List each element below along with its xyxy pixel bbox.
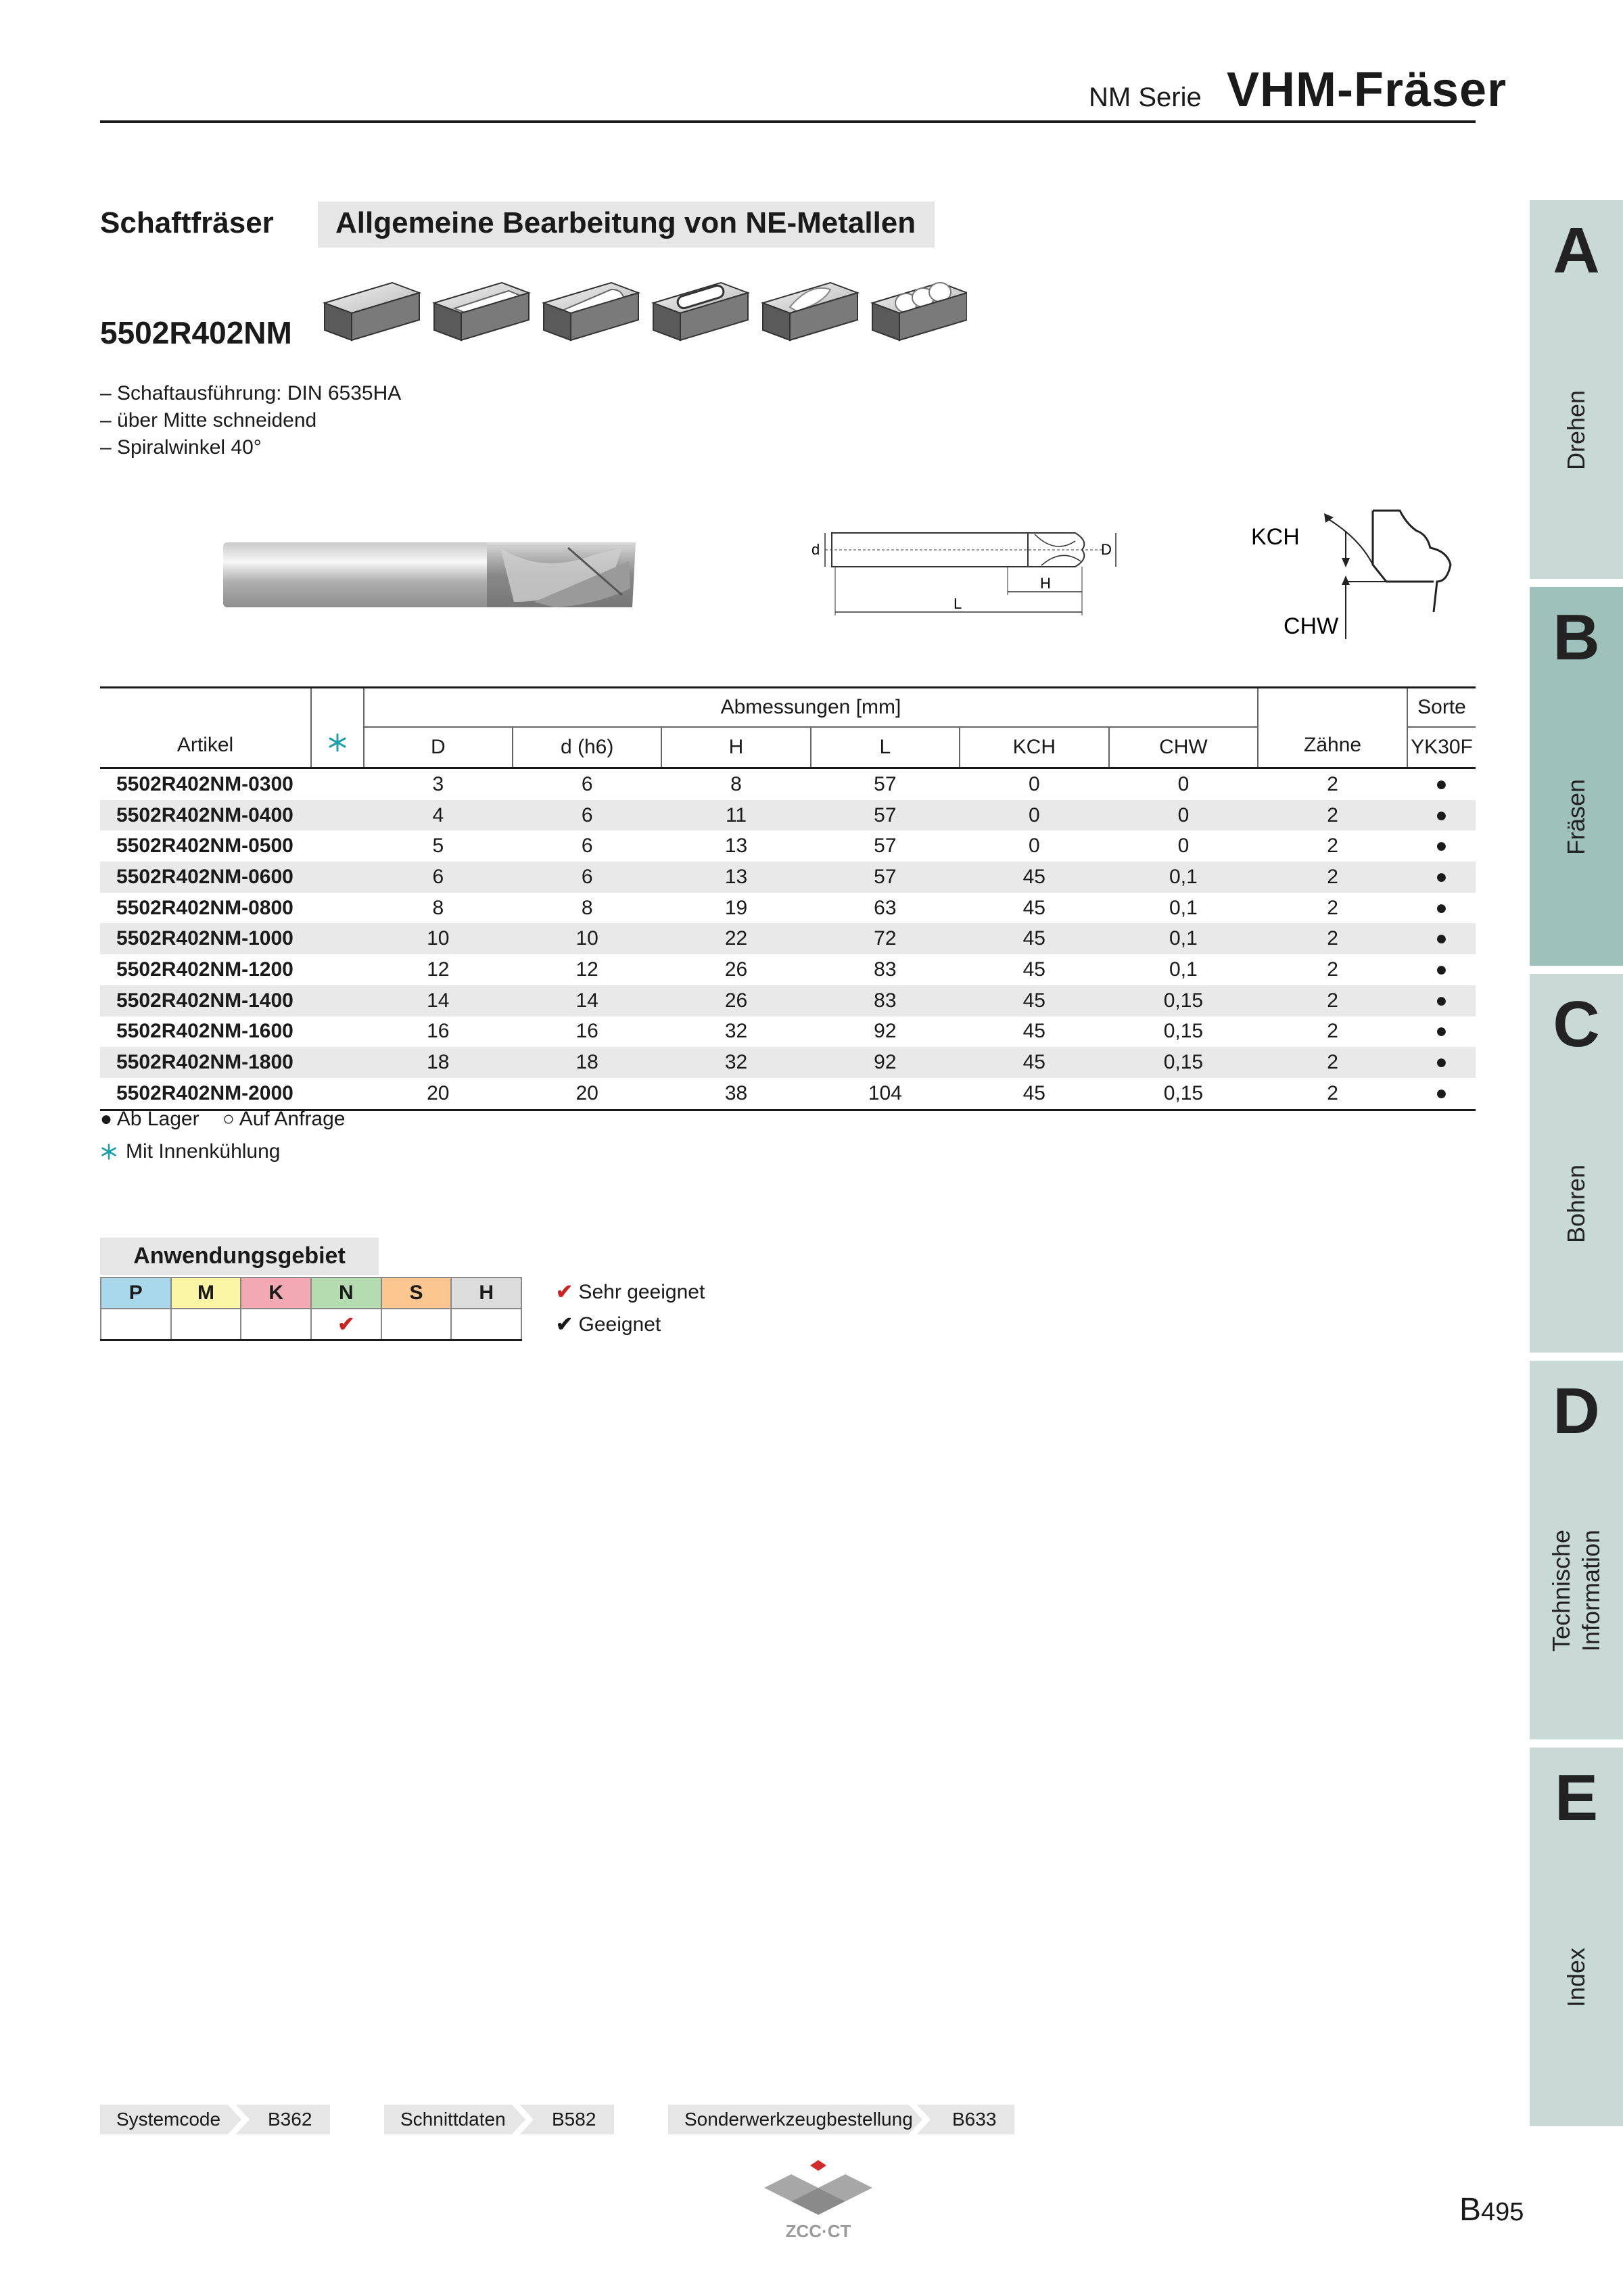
col-d: d (h6) [513,727,661,768]
chw-label: CHW [1284,613,1339,639]
D-cell: 3 [364,768,513,800]
L-cell: 83 [811,985,960,1016]
grade-cell: ● [1407,985,1476,1016]
category-label: Schaftfräser [100,206,274,239]
contour-milling-icon [763,283,857,340]
d-cell: 20 [513,1078,661,1110]
tab-label: Drehen [1562,390,1590,471]
grade-cell: ● [1407,800,1476,831]
grade-header: Sorte [1407,688,1476,728]
L-cell: 83 [874,958,897,981]
dim-H-label: H [1040,575,1051,592]
table-row [100,830,1476,862]
tab-label [1547,1530,1606,1651]
teeth-cell: 2 [1327,958,1338,981]
chevron-right-icon [225,2102,250,2137]
tab-letter: D [1553,1375,1600,1447]
tab-drehen[interactable] [1530,200,1623,579]
coolant-cell [311,830,364,862]
dim-D-label: D [1101,541,1112,558]
suitability-m [171,1309,241,1340]
teeth-cell: 2 [1258,862,1407,893]
chevron-right-icon [906,2102,931,2137]
H-cell: 8 [661,768,810,800]
D-cell: 6 [364,862,513,893]
ref-page: B633 [952,2109,997,2130]
table-row [100,862,1476,893]
tab-index[interactable] [1530,1748,1623,2126]
operation-icons [318,269,967,349]
suitability-row [101,1309,521,1340]
CHW-cell: 0 [1109,800,1259,831]
H-cell: 13 [724,835,748,858]
L-cell: 57 [874,835,897,858]
article-cell: 5502R402NM-1800 [100,1047,311,1078]
article-cell: 5502R402NM-2000 [100,1078,311,1110]
suitability-k [241,1309,311,1340]
L-cell: 92 [874,1020,897,1043]
D-cell: 5 [432,835,444,858]
col-KCH: KCH [960,727,1109,768]
grade-cell: ● [1407,862,1476,893]
H-cell: 32 [724,1020,748,1043]
header-rule [100,120,1476,123]
coolant-cell [311,862,364,893]
H-cell: 13 [661,862,810,893]
shoulder-milling-icon [434,283,529,340]
page-title: VHM-Fräser [1227,63,1507,117]
spec-body [100,768,1476,1110]
tab-label: Fräsen [1562,778,1590,856]
article-cell: 5502R402NM-1000 [100,923,311,954]
table-row [100,1078,1476,1110]
CHW-cell: 0,1 [1109,862,1259,893]
legend-very-label: Sehr geeignet [578,1281,705,1303]
KCH-cell: 45 [960,923,1109,954]
tool-photo [216,534,649,615]
stock-legend-item: ● Ab Lager [100,1108,199,1130]
H-cell: 11 [661,800,810,831]
H-cell: 22 [661,923,810,954]
table-row [100,800,1476,831]
d-cell: 14 [513,985,661,1016]
material-n: N [311,1278,381,1309]
col-coolant [311,688,364,768]
grade-cell: ● [1435,896,1448,919]
table-row [100,893,1476,924]
material-s: S [381,1278,452,1309]
series-label: NM Serie [1089,83,1202,112]
material-row [101,1278,521,1309]
CHW-cell: 0,15 [1109,1078,1259,1110]
col-CHW: CHW [1109,727,1259,768]
grade-cell: ● [1407,923,1476,954]
col-teeth [1258,688,1407,768]
L-cell: 92 [811,1047,960,1078]
page-number: 495 [1481,2198,1524,2226]
legend-suitable [556,1313,661,1336]
grade-cell: ● [1435,958,1448,981]
kch-label: KCH [1251,524,1300,550]
application-table [100,1277,522,1341]
KCH-cell: 0 [960,768,1109,800]
teeth-cell: 2 [1327,896,1338,919]
black-check-icon: ✔ [556,1313,573,1336]
legend-very-suitable [556,1280,705,1304]
feature-item: – Schaftausführung: DIN 6535HA [100,382,402,404]
product-code: 5502R402NM [100,315,292,350]
table-row [100,1047,1476,1078]
tab-letter: A [1553,214,1600,287]
legend-good-label: Geeignet [578,1313,661,1336]
D-cell: 10 [364,923,513,954]
teeth-cell: 2 [1258,985,1407,1016]
coolant-cell [311,985,364,1016]
KCH-cell: 45 [960,1047,1109,1078]
coolant-legend-label: Mit Innenkühlung [126,1140,281,1163]
ref-schnittdaten[interactable] [384,2105,614,2134]
tab-label: Index [1562,1947,1590,2008]
H-cell: 26 [724,958,748,981]
article-cell: 5502R402NM-1600 [116,1020,293,1043]
d-cell: 6 [581,835,593,858]
tab-technische-information[interactable] [1530,1361,1623,1739]
material-h: H [451,1278,521,1309]
coolant-cell [311,800,364,831]
teeth-cell: 2 [1258,768,1407,800]
KCH-cell: 45 [960,1078,1109,1110]
coolant-snowflake-icon [327,732,348,753]
KCH-cell: 0 [1028,835,1040,858]
suitability-s [381,1309,452,1340]
coolant-cell [311,768,364,800]
ref-systemcode[interactable] [100,2105,330,2134]
article-cell: 5502R402NM-0800 [116,896,293,919]
article-cell: 5502R402NM-0400 [100,800,311,831]
logo-text: ZCC·CT [785,2221,851,2241]
coolant-legend [100,1140,281,1163]
dimension-drawing [784,514,1136,629]
d-cell: 6 [513,800,661,831]
KCH-cell: 0 [960,800,1109,831]
table-row [100,923,1476,954]
CHW-cell: 0 [1177,835,1190,858]
H-cell: 32 [661,1047,810,1078]
col-grade: YK30F [1407,727,1476,768]
H-cell: 26 [661,985,810,1016]
D-cell: 4 [364,800,513,831]
face-milling-icon [325,283,419,340]
D-cell: 16 [427,1020,450,1043]
L-cell: 57 [811,768,960,800]
ref-sonderwerkzeug[interactable] [668,2105,1014,2134]
tab-fraesen[interactable] [1530,587,1623,966]
d-cell: 8 [581,896,593,919]
coolant-cell [311,923,364,954]
spec-table [100,686,1476,1111]
col-H: H [661,727,810,768]
ref-label: Systemcode [116,2109,221,2130]
D-cell: 8 [432,896,444,919]
L-cell: 72 [811,923,960,954]
material-m: M [171,1278,241,1309]
CHW-cell: 0,15 [1109,985,1259,1016]
KCH-cell: 45 [960,862,1109,893]
L-cell: 104 [811,1078,960,1110]
grade-cell: ● [1407,1047,1476,1078]
table-row [100,768,1476,800]
L-cell: 57 [811,800,960,831]
table-row [100,1016,1476,1048]
ref-page: B362 [268,2109,312,2130]
coolant-cell [311,954,364,985]
CHW-cell: 0,1 [1169,958,1198,981]
d-cell: 6 [513,862,661,893]
H-cell: 38 [661,1078,810,1110]
teeth-cell: 2 [1327,1020,1338,1043]
article-cell: 5502R402NM-0300 [100,768,311,800]
coolant-cell [311,893,364,924]
D-cell: 12 [427,958,450,981]
CHW-cell: 0,15 [1163,1020,1204,1043]
tab-letter: E [1554,1762,1599,1834]
chamfer-detail [1244,497,1474,653]
subtitle: Allgemeine Bearbeitung von NE-Metallen [335,206,916,239]
material-p: P [101,1278,171,1309]
stock-legend [100,1108,346,1131]
d-cell: 6 [513,768,661,800]
tab-letter: B [1553,601,1600,674]
suitability-h [451,1309,521,1340]
D-cell: 20 [364,1078,513,1110]
CHW-cell: 0,15 [1109,1047,1259,1078]
CHW-cell: 0 [1109,768,1259,800]
tab-label-line2: Information [1577,1529,1605,1652]
coolant-cell [311,1078,364,1110]
grade-cell: ● [1407,768,1476,800]
tab-label: Bohren [1562,1164,1590,1244]
H-cell: 19 [724,896,748,919]
col-L: L [811,727,960,768]
pocket-milling-icon [653,283,748,340]
KCH-cell: 45 [960,985,1109,1016]
ref-page: B582 [552,2109,596,2130]
grade-cell: ● [1435,835,1448,858]
ref-label: Schnittdaten [400,2109,506,2130]
teeth-cell: 2 [1327,835,1338,858]
material-k: K [241,1278,311,1309]
feature-item: – über Mitte schneidend [100,409,317,431]
teeth-cell: 2 [1258,800,1407,831]
slot-milling-icon [544,283,638,340]
suitability-p [101,1309,171,1340]
KCH-cell: 45 [1022,958,1045,981]
table-row [100,985,1476,1016]
grade-cell: ● [1407,1078,1476,1110]
plunge-milling-icon [872,283,967,340]
D-cell: 14 [364,985,513,1016]
request-legend-item: ○ Auf Anfrage [222,1108,346,1130]
teeth-cell: 2 [1258,1078,1407,1110]
table-row [100,954,1476,985]
KCH-cell: 45 [1022,1020,1045,1043]
CHW-cell: 0,1 [1169,896,1198,919]
feature-item: – Spiralwinkel 40° [100,436,262,459]
CHW-cell: 0,1 [1109,923,1259,954]
tab-label-line1: Technische [1547,1529,1575,1652]
grade-cell: ● [1435,1020,1448,1043]
D-cell: 18 [364,1047,513,1078]
tab-letter: C [1553,988,1600,1060]
dim-L-label: L [954,595,962,612]
KCH-cell: 45 [1022,896,1045,919]
col-teeth-label: Zähne [1304,734,1362,756]
ref-label: Sonderwerkzeugbestellung [684,2109,913,2130]
article-cell: 5502R402NM-0500 [116,835,293,858]
col-article [100,688,311,768]
col-article-label: Artikel [177,734,234,756]
d-cell: 12 [575,958,598,981]
suitability-n: ✔ [311,1309,381,1340]
red-check-icon: ✔ [556,1281,573,1303]
company-logo [757,2157,879,2245]
col-D: D [364,727,513,768]
application-title: Anwendungsgebiet [100,1238,379,1275]
coolant-snowflake-icon [100,1143,118,1161]
L-cell: 63 [874,896,897,919]
d-cell: 18 [513,1047,661,1078]
d-cell: 10 [513,923,661,954]
coolant-cell [311,1047,364,1078]
article-cell: 5502R402NM-1400 [100,985,311,1016]
tab-bohren[interactable] [1530,974,1623,1353]
dim-d-label: d [812,541,820,558]
article-cell: 5502R402NM-1200 [116,958,293,981]
chevron-right-icon [509,2102,534,2137]
page-section-letter: B [1459,2192,1482,2228]
teeth-cell: 2 [1258,1047,1407,1078]
coolant-cell [311,1016,364,1048]
group-header: Abmessungen [mm] [364,688,1259,728]
article-cell: 5502R402NM-0600 [100,862,311,893]
teeth-cell: 2 [1258,923,1407,954]
d-cell: 16 [575,1020,598,1043]
L-cell: 57 [811,862,960,893]
